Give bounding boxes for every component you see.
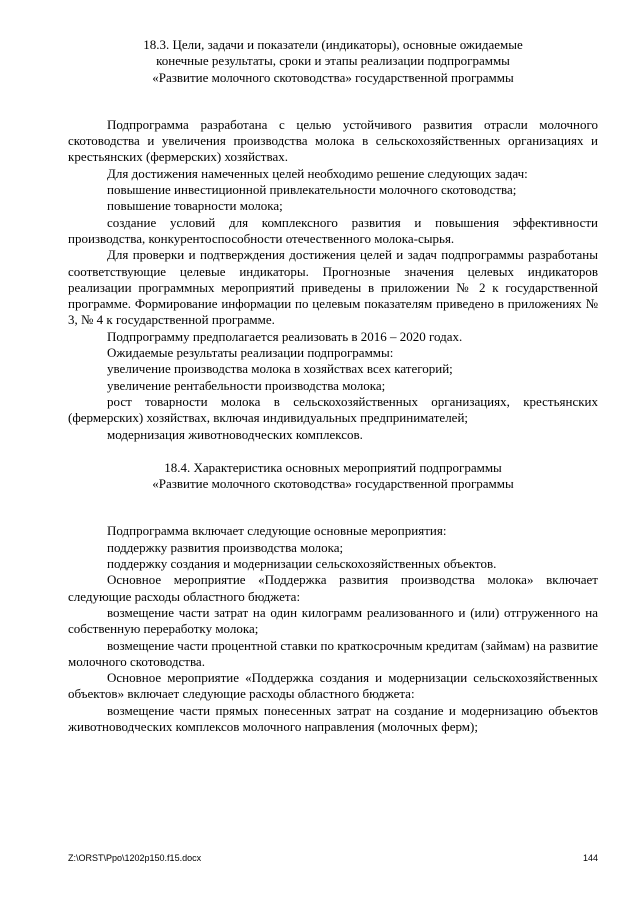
list-item: создание условий для комплексного развития и повышения эффективности производства, конкурентоспособности отечественного молока-сырья. — [68, 214, 598, 246]
document-body — [68, 37, 598, 735]
heading-line: конечные результаты, сроки и этапы реализации подпрограммы — [156, 53, 510, 69]
heading-line: 18.3. Цели, задачи и показатели (индикаторы), основные ожидаемые — [143, 37, 523, 52]
heading-line: «Развитие молочного скотоводства» государственной программы — [152, 69, 514, 85]
paragraph: Подпрограмма включает следующие основные мероприятия: — [107, 523, 447, 539]
section-18-3-body — [68, 117, 598, 443]
list-item: возмещение части затрат на один килограмм реализованного и (или) отгруженного на собственную переработку молока; — [68, 604, 598, 637]
paragraph: Для проверки и подтверждения достижения целей и задач подпрограммы разработаны соответствующие целевые индикаторы. Прогнозные значения целевых индикаторов реализации программных мероприятий приведены в приложении № 2 к государственной программе. Формирование информации по целевым показателям приведено в приложениях № 3, № 4 к государственной программе. — [68, 247, 598, 328]
list-item: возмещение части прямых понесенных затрат на создание и модернизацию объектов животноводческих комплексов молочного направления (молочных ферм); — [68, 702, 598, 734]
paragraph: Подпрограмму предполагается реализовать в 2016 – 2020 годах. — [107, 328, 463, 344]
list-item: увеличение рентабельности производства молока; — [107, 377, 386, 393]
list-item: поддержку развития производства молока; — [107, 539, 344, 555]
section-18-4-body — [68, 523, 598, 735]
section-18-3-heading — [68, 37, 598, 86]
paragraph: Основное мероприятие «Поддержка развития производства молока» включает следующие расходы областного бюджета: — [68, 572, 598, 604]
paragraph: Ожидаемые результаты реализации подпрограммы: — [107, 345, 394, 361]
heading-line: «Развитие молочного скотоводства» государственной программы — [152, 476, 514, 492]
list-item: увеличение производства молока в хозяйствах всех категорий; — [107, 361, 453, 377]
footer-file-path: Z:\ORST\Ppo\1202p150.f15.docx — [68, 853, 202, 863]
paragraph: Основное мероприятие «Поддержка создания и модернизации сельскохозяйственных объектов» включает следующие расходы областного бюджета: — [68, 670, 598, 702]
list-item: возмещение части процентной ставки по краткосрочным кредитам (займам) на развитие молочного скотоводства. — [68, 637, 598, 669]
list-item: поддержку создания и модернизации сельскохозяйственных объектов. — [107, 556, 497, 572]
list-item: рост товарности молока в сельскохозяйственных организациях, крестьянских (фермерских) хозяйствах, включая индивидуальных предпринимателей; — [68, 393, 598, 426]
list-item: повышение инвестиционной привлекательности молочного скотоводства; — [107, 182, 517, 198]
paragraph: Подпрограмма разработана с целью устойчивого развития отрасли молочного скотоводства и увеличения производства молока в сельскохозяйственных организациях и крестьянских (фермерских) хозяйствах. — [68, 116, 598, 165]
page-number: 144 — [582, 853, 598, 863]
heading-line: 18.4. Характеристика основных мероприятий подпрограммы — [164, 459, 502, 475]
list-item: модернизация животноводческих комплексов. — [107, 426, 363, 442]
section-18-4-heading — [68, 460, 598, 493]
list-item: повышение товарности молока; — [107, 198, 283, 214]
paragraph: Для достижения намеченных целей необходимо решение следующих задач: — [107, 165, 528, 181]
